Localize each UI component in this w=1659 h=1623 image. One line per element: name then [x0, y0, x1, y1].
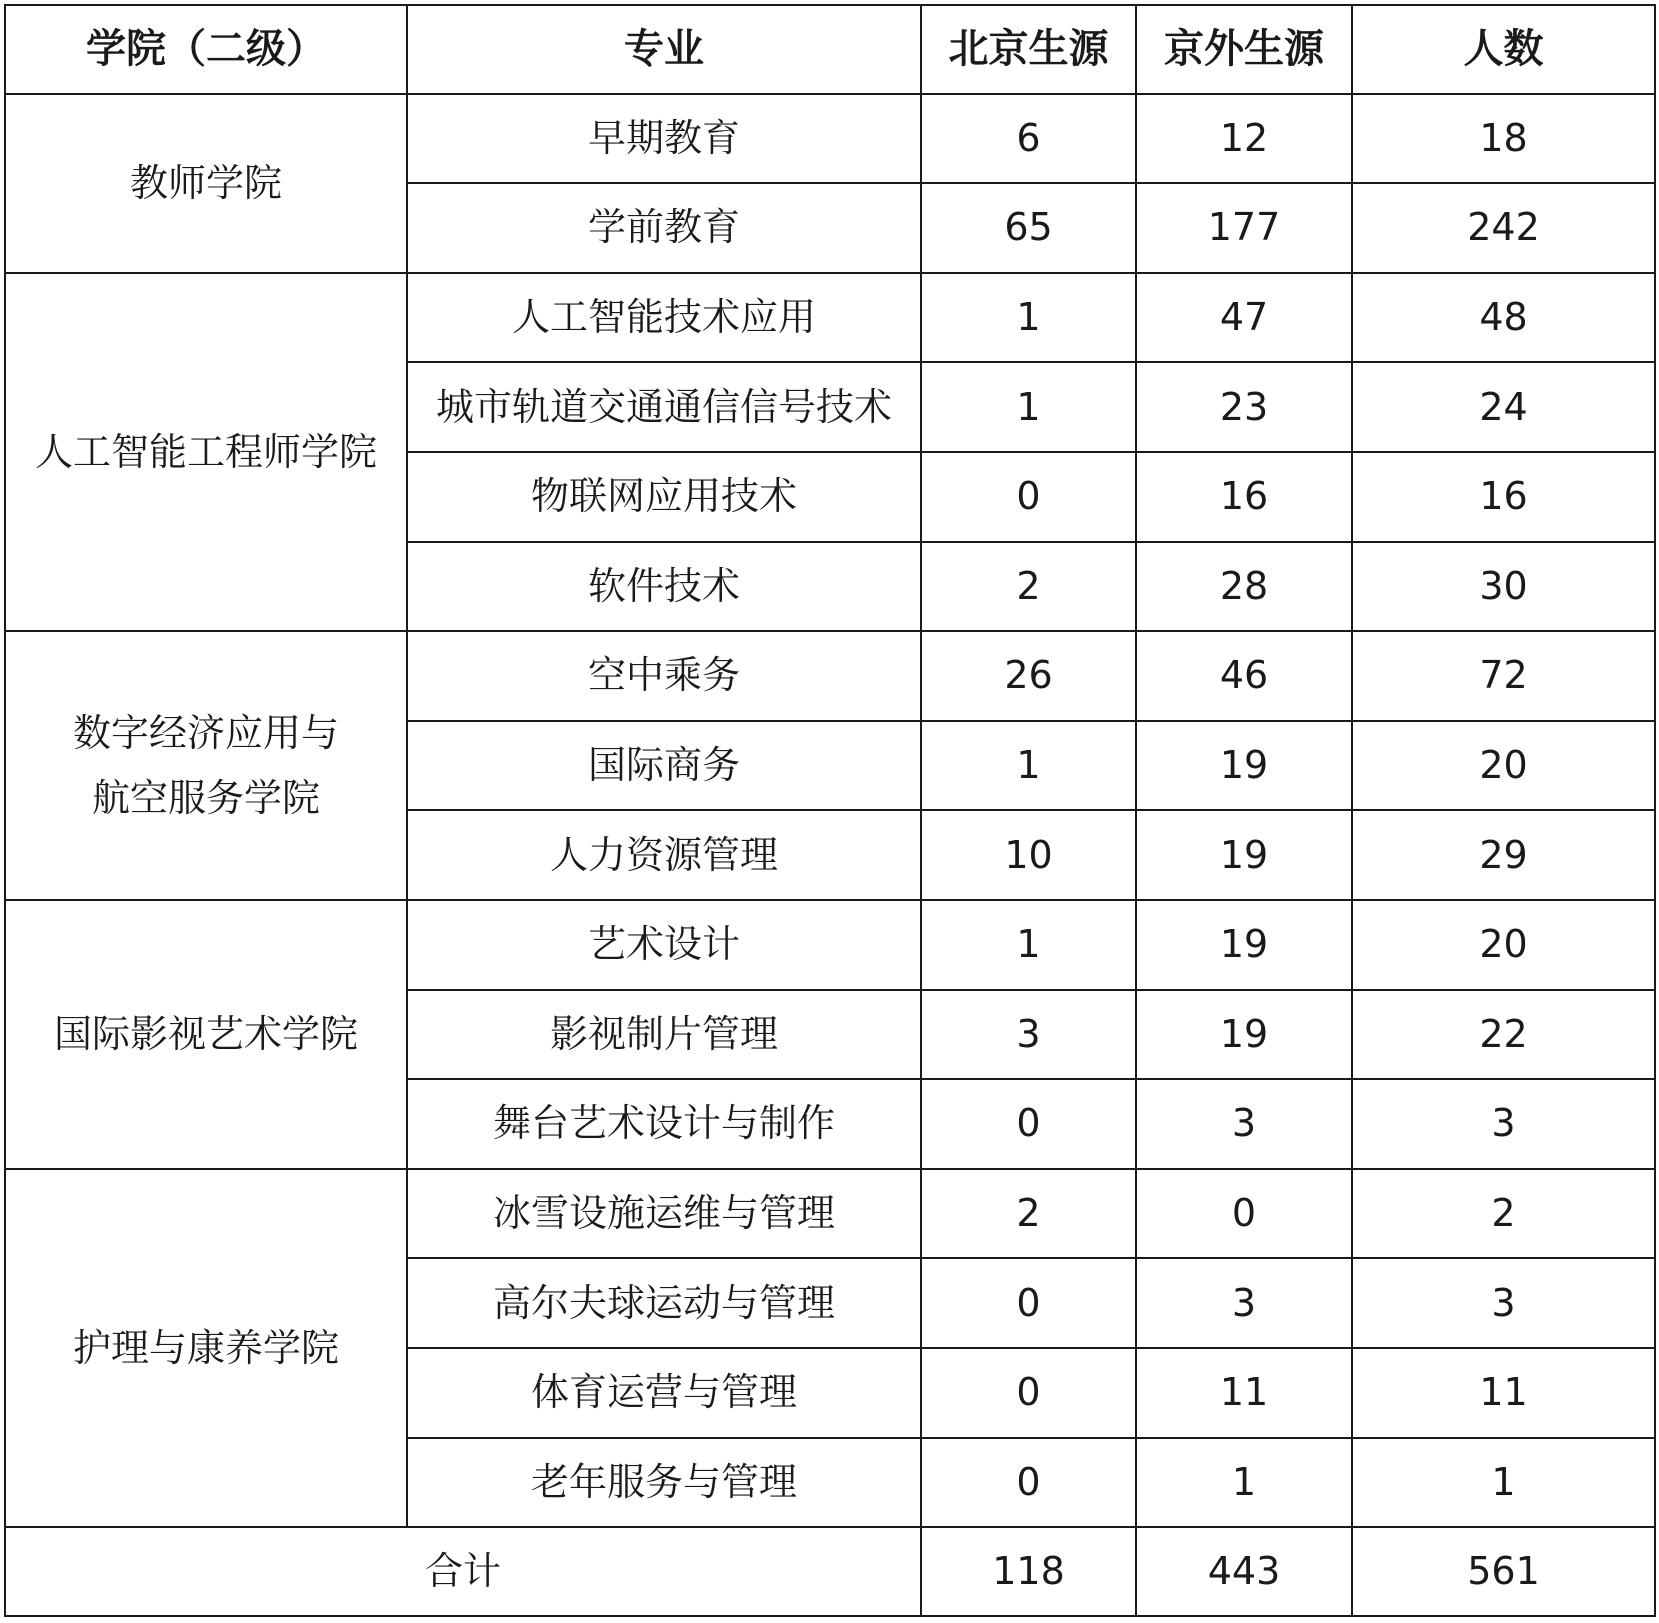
major-cell: 舞台艺术设计与制作	[407, 1079, 921, 1169]
major-cell: 冰雪设施运维与管理	[407, 1169, 921, 1259]
summary-label: 合计	[5, 1527, 921, 1616]
total-cell: 242	[1352, 183, 1655, 273]
college-cell	[5, 631, 407, 900]
table-row	[5, 631, 1655, 721]
table-row	[5, 900, 1655, 990]
major-cell: 物联网应用技术	[407, 452, 921, 542]
table-row	[5, 1169, 1655, 1259]
major-cell: 早期教育	[407, 94, 921, 184]
header-outside: 京外生源	[1136, 5, 1352, 94]
header-row	[5, 5, 1655, 94]
header-college: 学院（二级）	[5, 5, 407, 94]
table-row	[5, 273, 1655, 363]
beijing-cell: 1	[921, 900, 1136, 990]
total-cell: 30	[1352, 542, 1655, 632]
major-cell: 艺术设计	[407, 900, 921, 990]
header-total: 人数	[1352, 5, 1655, 94]
total-cell: 20	[1352, 721, 1655, 811]
major-cell: 高尔夫球运动与管理	[407, 1258, 921, 1348]
beijing-cell: 0	[921, 452, 1136, 542]
major-cell: 人工智能技术应用	[407, 273, 921, 363]
total-cell: 48	[1352, 273, 1655, 363]
outside-cell: 19	[1136, 900, 1352, 990]
major-cell: 老年服务与管理	[407, 1438, 921, 1528]
major-cell: 影视制片管理	[407, 990, 921, 1080]
summary-row	[5, 1527, 1655, 1616]
header-beijing: 北京生源	[921, 5, 1136, 94]
outside-cell: 0	[1136, 1169, 1352, 1259]
total-cell: 29	[1352, 810, 1655, 900]
major-cell: 空中乘务	[407, 631, 921, 721]
total-cell: 3	[1352, 1079, 1655, 1169]
beijing-cell: 1	[921, 721, 1136, 811]
beijing-cell: 2	[921, 542, 1136, 632]
beijing-cell: 26	[921, 631, 1136, 721]
enrollment-table	[4, 4, 1656, 1617]
outside-cell: 47	[1136, 273, 1352, 363]
total-cell: 11	[1352, 1348, 1655, 1438]
major-cell: 软件技术	[407, 542, 921, 632]
beijing-cell: 0	[921, 1079, 1136, 1169]
beijing-cell: 10	[921, 810, 1136, 900]
summary-total: 561	[1352, 1527, 1655, 1616]
major-cell: 国际商务	[407, 721, 921, 811]
college-name-line: 航空服务学院	[91, 775, 320, 820]
outside-cell: 19	[1136, 990, 1352, 1080]
beijing-cell: 6	[921, 94, 1136, 184]
outside-cell: 12	[1136, 94, 1352, 184]
major-cell: 城市轨道交通通信信号技术	[407, 362, 921, 452]
beijing-cell: 0	[921, 1348, 1136, 1438]
beijing-cell: 1	[921, 362, 1136, 452]
beijing-cell: 2	[921, 1169, 1136, 1259]
total-cell: 2	[1352, 1169, 1655, 1259]
college-cell: 教师学院	[5, 94, 407, 273]
total-cell: 1	[1352, 1438, 1655, 1528]
outside-cell: 19	[1136, 810, 1352, 900]
outside-cell: 19	[1136, 721, 1352, 811]
outside-cell: 11	[1136, 1348, 1352, 1438]
outside-cell: 46	[1136, 631, 1352, 721]
total-cell: 20	[1352, 900, 1655, 990]
beijing-cell: 0	[921, 1438, 1136, 1528]
outside-cell: 3	[1136, 1258, 1352, 1348]
college-name-line: 数字经济应用与	[72, 711, 339, 756]
outside-cell: 3	[1136, 1079, 1352, 1169]
beijing-cell: 3	[921, 990, 1136, 1080]
major-cell: 学前教育	[407, 183, 921, 273]
summary-beijing: 118	[921, 1527, 1136, 1616]
outside-cell: 16	[1136, 452, 1352, 542]
total-cell: 18	[1352, 94, 1655, 184]
table-row	[5, 94, 1655, 184]
total-cell: 22	[1352, 990, 1655, 1080]
total-cell: 3	[1352, 1258, 1655, 1348]
total-cell: 16	[1352, 452, 1655, 542]
beijing-cell: 65	[921, 183, 1136, 273]
beijing-cell: 1	[921, 273, 1136, 363]
college-cell: 护理与康养学院	[5, 1169, 407, 1527]
header-major: 专业	[407, 5, 921, 94]
major-cell: 体育运营与管理	[407, 1348, 921, 1438]
outside-cell: 177	[1136, 183, 1352, 273]
college-cell: 国际影视艺术学院	[5, 900, 407, 1169]
beijing-cell: 0	[921, 1258, 1136, 1348]
outside-cell: 1	[1136, 1438, 1352, 1528]
outside-cell: 28	[1136, 542, 1352, 632]
major-cell: 人力资源管理	[407, 810, 921, 900]
total-cell: 24	[1352, 362, 1655, 452]
summary-outside: 443	[1136, 1527, 1352, 1616]
total-cell: 72	[1352, 631, 1655, 721]
outside-cell: 23	[1136, 362, 1352, 452]
college-cell: 人工智能工程师学院	[5, 273, 407, 631]
